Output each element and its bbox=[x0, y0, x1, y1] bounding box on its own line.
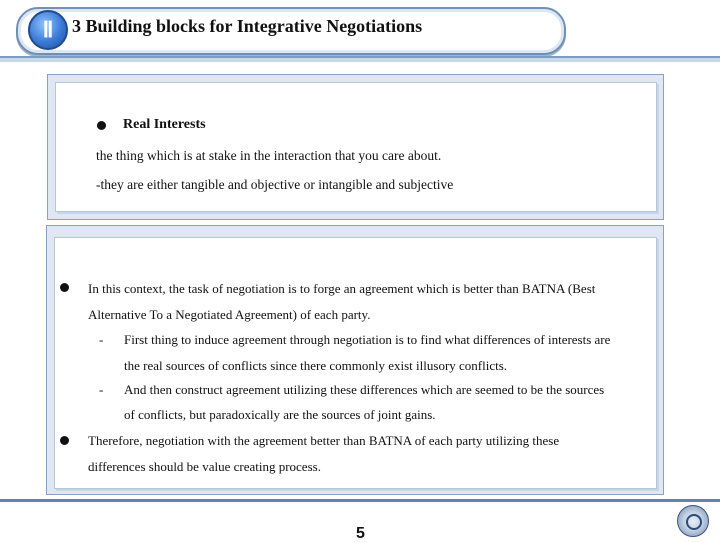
batna-paragraph-line1: In this context, the task of negotiation is to forge an agreement which is better than BATNA (Best bbox=[88, 281, 596, 296]
sub-point-1-line1: First thing to induce agreement through negotiation is to find what differences of interests are bbox=[124, 332, 611, 347]
sub-point-2-line1: And then construct agreement utilizing these differences which are seemed to be the sources bbox=[124, 382, 605, 397]
page-number: 5 bbox=[356, 525, 365, 542]
conclusion-line2: differences should be value creating process. bbox=[88, 459, 321, 474]
dash-marker: - bbox=[99, 382, 104, 397]
dash-marker: - bbox=[99, 332, 104, 347]
real-interests-types: -they are either tangible and objective or intangible and subjective bbox=[96, 177, 454, 192]
bullet-icon bbox=[60, 283, 69, 292]
batna-paragraph-line2: Alternative To a Negotiated Agreement) of each party. bbox=[88, 307, 371, 322]
page-title: 3 Building blocks for Integrative Negotiations bbox=[72, 16, 423, 36]
footer-divider bbox=[0, 499, 720, 502]
bullet-icon bbox=[60, 436, 69, 445]
sub-point-2-line2: of conflicts, but paradoxically are the sources of joint gains. bbox=[124, 407, 436, 422]
university-seal-icon bbox=[677, 505, 709, 537]
real-interests-box bbox=[47, 74, 664, 220]
title-divider bbox=[0, 56, 720, 62]
roman-numeral-icon: Ⅱ bbox=[28, 10, 68, 50]
real-interests-heading: Real Interests bbox=[123, 117, 206, 132]
sub-point-1-line2: the real sources of conflicts since there commonly exist illusory conflicts. bbox=[124, 358, 508, 373]
bullet-icon bbox=[97, 121, 106, 130]
conclusion-line1: Therefore, negotiation with the agreement better than BATNA of each party utilizing these bbox=[88, 433, 560, 448]
real-interests-definition: the thing which is at stake in the interaction that you care about. bbox=[96, 148, 442, 163]
